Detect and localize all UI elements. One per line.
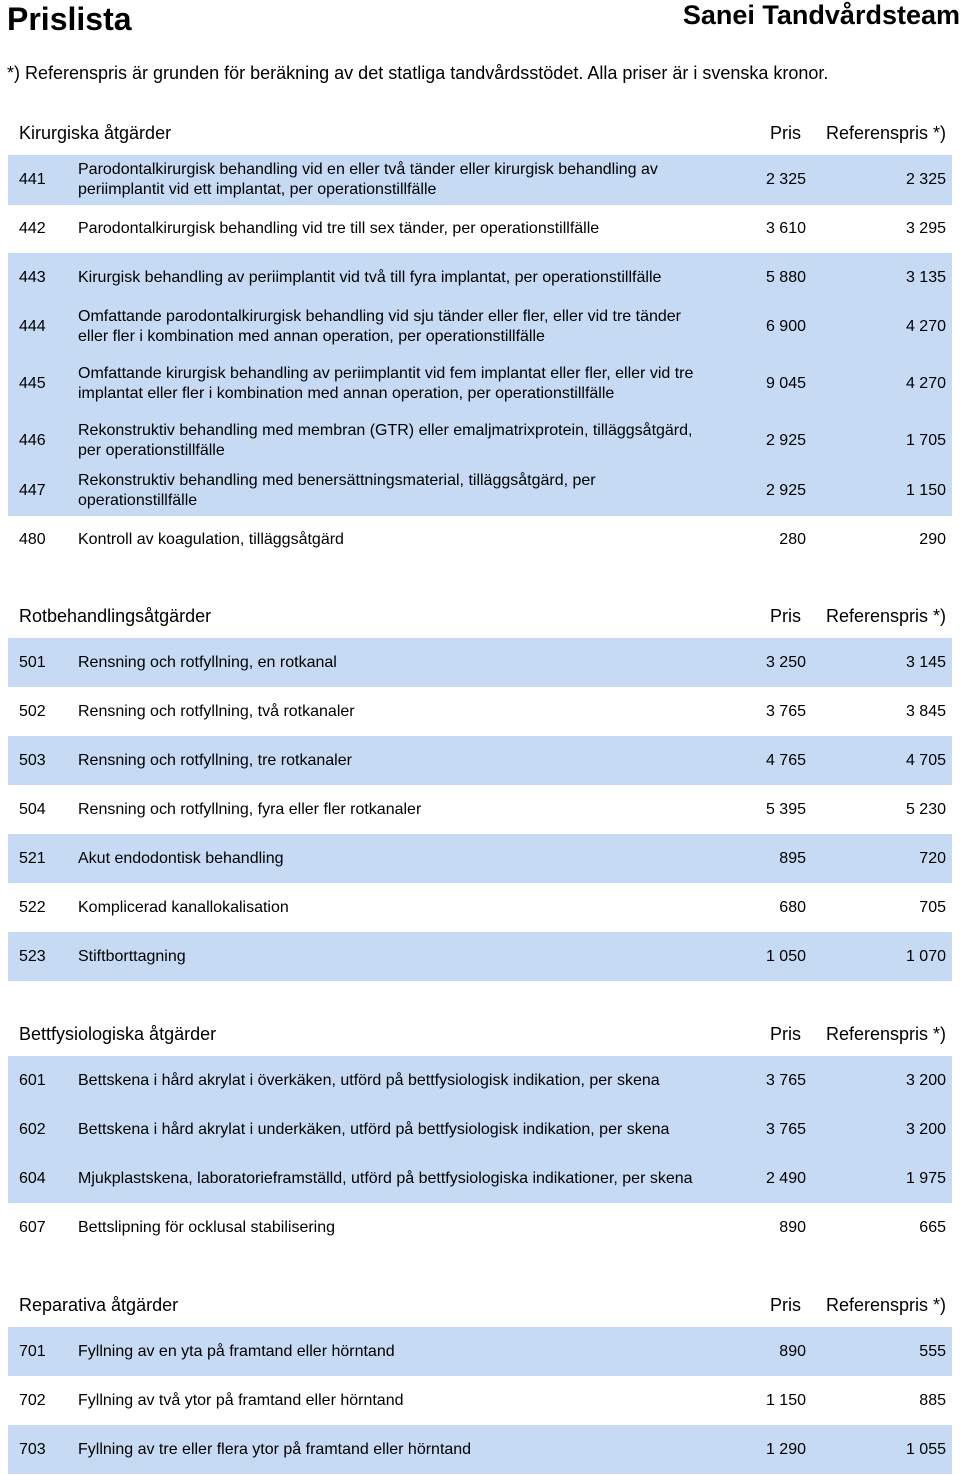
- reference-price: 1 070: [806, 932, 952, 981]
- section-kirurgiska: [8, 111, 952, 564]
- table-row: [8, 516, 952, 564]
- table-row: [8, 834, 952, 883]
- treatment-description: Omfattande kirurgisk behandling av periimplantit vid fem implantat eller fler, eller vid tre implantat eller fler i kombination med annan operation, per operationstillfälle: [78, 351, 706, 417]
- treatment-code: 480: [19, 531, 46, 548]
- treatment-price: 1 290: [706, 1425, 806, 1474]
- treatment-description: Kirurgisk behandling av periimplantit vid två till fyra implantat, per operationstillfälle: [78, 253, 706, 302]
- treatment-price: 6 900: [706, 302, 806, 351]
- treatment-code: 502: [19, 702, 46, 720]
- treatment-code: 602: [8, 1105, 78, 1154]
- section-reparativa: [8, 1283, 952, 1474]
- treatment-description: Rekonstruktiv behandling med benersättningsmaterial, tilläggsåtgärd, per operationstillfälle: [78, 465, 706, 516]
- treatment-price: 3 610: [765, 220, 806, 237]
- reference-price: 290: [919, 531, 946, 548]
- treatment-price: 9 045: [706, 351, 806, 417]
- table-row: [8, 302, 952, 351]
- treatment-price: 3 765: [765, 702, 806, 720]
- reference-price: 1 055: [806, 1425, 952, 1474]
- page-title: Prislista: [7, 1, 132, 37]
- price-column-header: Pris: [770, 1294, 801, 1315]
- table-row: [8, 687, 952, 736]
- price-table: [8, 1056, 952, 1252]
- price-table: [8, 155, 952, 564]
- treatment-description: Bettskena i hård akrylat i underkäken, utförd på bettfysiologisk indikation, per skena: [78, 1105, 706, 1154]
- treatment-code: 522: [19, 898, 46, 916]
- treatment-code: 701: [8, 1327, 78, 1376]
- table-row: [8, 465, 952, 516]
- reference-price-note: *) Referenspris är grunden för beräkning av det statliga tandvårdsstödet. Alla priser är i svenska kronor.: [7, 63, 829, 83]
- treatment-price: 280: [779, 531, 806, 548]
- section-rotbehandling: [8, 594, 952, 981]
- reference-price: 885: [919, 1391, 946, 1409]
- treatment-code: 523: [8, 932, 78, 981]
- reference-price: 555: [806, 1327, 952, 1376]
- table-row: [8, 1425, 952, 1474]
- table-row: [8, 417, 952, 465]
- reference-price: 3 200: [806, 1105, 952, 1154]
- reference-price-column-header: Referenspris *): [825, 605, 946, 626]
- reference-price: 1 975: [806, 1154, 952, 1203]
- table-row: [8, 155, 952, 205]
- treatment-code: 444: [8, 302, 78, 351]
- treatment-price: 5 880: [706, 253, 806, 302]
- treatment-code: 446: [8, 417, 78, 465]
- table-row: [8, 932, 952, 981]
- treatment-description: Omfattande parodontalkirurgisk behandling vid sju tänder eller fler, eller vid tre tänder eller fler i kombination med annan operation, per operationstillfälle: [78, 302, 706, 351]
- treatment-price: 3 765: [706, 1105, 806, 1154]
- table-row: [8, 253, 952, 302]
- table-row: [8, 1376, 952, 1425]
- treatment-description: Rensning och rotfyllning, två rotkanaler: [78, 702, 355, 720]
- treatment-description: Fyllning av en yta på framtand eller hörntand: [78, 1327, 706, 1376]
- reference-price-column-header: Referenspris *): [825, 1023, 946, 1044]
- treatment-description: Fyllning av tre eller flera ytor på framtand eller hörntand: [78, 1425, 706, 1474]
- treatment-description: Rensning och rotfyllning, tre rotkanaler: [78, 736, 706, 785]
- price-column-header: Pris: [770, 605, 801, 626]
- treatment-description: Rekonstruktiv behandling med membran (GTR) eller emaljmatrixprotein, tilläggsåtgärd, per operationstillfälle: [78, 417, 706, 465]
- treatment-price: 3 250: [706, 638, 806, 687]
- reference-price: 2 325: [806, 155, 952, 205]
- reference-price: 3 135: [806, 253, 952, 302]
- treatment-description: Bettslipning för ocklusal stabilisering: [78, 1218, 336, 1236]
- treatment-price: 2 325: [706, 155, 806, 205]
- treatment-description: Stiftborttagning: [78, 932, 706, 981]
- company-name: Sanei Tandvårdsteam: [682, 0, 960, 30]
- treatment-price: 2 925: [706, 465, 806, 516]
- treatment-price: 4 765: [706, 736, 806, 785]
- treatment-description: Bettskena i hård akrylat i överkäken, utförd på bettfysiologisk indikation, per skena: [78, 1056, 706, 1105]
- treatment-description: Parodontalkirurgisk behandling vid en eller två tänder eller kirurgisk behandling av periimplantit vid ett implantat, per operationstillfälle: [78, 155, 706, 205]
- treatment-code: 604: [8, 1154, 78, 1203]
- section-header: [8, 1012, 952, 1056]
- treatment-code: 442: [19, 220, 46, 237]
- price-table: [8, 1327, 952, 1474]
- treatment-code: 703: [8, 1425, 78, 1474]
- table-row: [8, 785, 952, 834]
- treatment-code: 521: [8, 834, 78, 883]
- treatment-price: 3 765: [706, 1056, 806, 1105]
- table-row: [8, 1327, 952, 1376]
- table-row: [8, 1154, 952, 1203]
- reference-price: 3 295: [905, 220, 946, 237]
- treatment-code: 607: [19, 1218, 46, 1236]
- treatment-price: 2 490: [706, 1154, 806, 1203]
- section-title: Bettfysiologiska åtgärder: [19, 1023, 217, 1044]
- reference-price: 3 200: [806, 1056, 952, 1105]
- price-column-header: Pris: [770, 1023, 801, 1044]
- treatment-price: 890: [706, 1327, 806, 1376]
- treatment-code: 504: [19, 800, 46, 818]
- table-row: [8, 1203, 952, 1252]
- treatment-price: 895: [706, 834, 806, 883]
- reference-price: 5 230: [905, 800, 946, 818]
- reference-price: 705: [919, 898, 946, 916]
- table-row: [8, 736, 952, 785]
- price-table: [8, 638, 952, 981]
- treatment-description: Fyllning av två ytor på framtand eller hörntand: [78, 1391, 404, 1409]
- table-row: [8, 1056, 952, 1105]
- treatment-price: 2 925: [706, 417, 806, 465]
- reference-price: 4 705: [806, 736, 952, 785]
- treatment-description: Akut endodontisk behandling: [78, 834, 706, 883]
- treatment-price: 680: [779, 898, 806, 916]
- table-row: [8, 638, 952, 687]
- section-title: Rotbehandlingsåtgärder: [19, 605, 212, 626]
- treatment-price: 1 150: [765, 1391, 806, 1409]
- treatment-price: 890: [779, 1218, 806, 1236]
- section-header: [8, 594, 952, 638]
- treatment-description: Rensning och rotfyllning, fyra eller fler rotkanaler: [78, 800, 422, 818]
- treatment-description: Komplicerad kanallokalisation: [78, 898, 289, 916]
- reference-price: 3 145: [806, 638, 952, 687]
- treatment-description: Mjukplastskena, laboratorieframställd, utförd på bettfysiologiska indikationer, per skena: [78, 1154, 706, 1203]
- treatment-description: Rensning och rotfyllning, en rotkanal: [78, 638, 706, 687]
- reference-price: 4 270: [806, 302, 952, 351]
- reference-price-column-header: Referenspris *): [825, 122, 946, 143]
- treatment-code: 503: [8, 736, 78, 785]
- reference-price: 720: [806, 834, 952, 883]
- section-bettfysiologiska: [8, 1012, 952, 1252]
- treatment-code: 445: [8, 351, 78, 417]
- treatment-code: 501: [8, 638, 78, 687]
- table-row: [8, 205, 952, 253]
- section-header: [8, 1283, 952, 1327]
- section-header: [8, 111, 952, 155]
- section-title: Kirurgiska åtgärder: [19, 122, 172, 143]
- table-row: [8, 883, 952, 932]
- price-column-header: Pris: [770, 122, 801, 143]
- table-row: [8, 1105, 952, 1154]
- treatment-code: 441: [8, 155, 78, 205]
- table-row: [8, 351, 952, 417]
- treatment-code: 702: [19, 1391, 46, 1409]
- treatment-price: 5 395: [765, 800, 806, 818]
- treatment-code: 447: [8, 465, 78, 516]
- reference-price: 4 270: [806, 351, 952, 417]
- reference-price-column-header: Referenspris *): [825, 1294, 946, 1315]
- treatment-code: 443: [8, 253, 78, 302]
- reference-price: 1 150: [806, 465, 952, 516]
- section-title: Reparativa åtgärder: [19, 1294, 179, 1315]
- reference-price: 3 845: [905, 702, 946, 720]
- treatment-code: 601: [8, 1056, 78, 1105]
- treatment-description: Kontroll av koagulation, tilläggsåtgärd: [78, 531, 344, 548]
- reference-price: 1 705: [806, 417, 952, 465]
- treatment-price: 1 050: [706, 932, 806, 981]
- treatment-description: Parodontalkirurgisk behandling vid tre till sex tänder, per operationstillfälle: [78, 220, 600, 237]
- reference-price: 665: [919, 1218, 946, 1236]
